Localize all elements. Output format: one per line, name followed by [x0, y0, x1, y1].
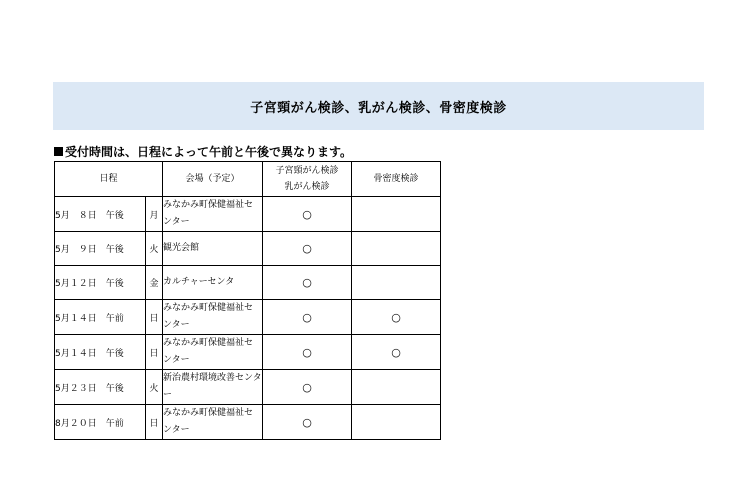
reception-note-text: 受付時間は、日程によって午前と午後で異なります。	[65, 145, 353, 159]
screening2-mark	[352, 266, 441, 300]
schedule-date: 5月１４日 午前	[55, 300, 146, 335]
title-banner	[53, 82, 704, 130]
schedule-weekday: 火	[146, 370, 163, 405]
screening1-mark: ○	[263, 197, 352, 232]
schedule-weekday: 金	[146, 266, 163, 300]
schedule-weekday: 月	[146, 197, 163, 232]
header-screening-cervical-breast	[263, 162, 352, 197]
schedule-date: 5月 ９日 午後	[55, 232, 146, 266]
schedule-table	[54, 161, 441, 440]
schedule-date: 5月 ８日 午後	[55, 197, 146, 232]
header-venue: 会場（予定）	[163, 162, 263, 197]
schedule-date: 5月１２日 午後	[55, 266, 146, 300]
schedule-venue: 観光会館	[163, 232, 263, 266]
screening2-mark	[352, 232, 441, 266]
header-date: 日程	[55, 162, 163, 197]
table-row	[55, 197, 441, 232]
page-title: 子宮頸がん検診、乳がん検診、骨密度検診	[250, 100, 507, 116]
header-screening1-line2: 乳がん検診	[284, 182, 330, 192]
screening1-mark: ○	[263, 370, 352, 405]
screening2-mark	[352, 197, 441, 232]
schedule-venue: みなかみ町保健福祉センター	[163, 405, 263, 440]
screening1-mark: ○	[263, 335, 352, 370]
header-screening-bone-density: 骨密度検診	[352, 162, 441, 197]
table-header-row	[55, 162, 441, 197]
reception-note	[54, 143, 352, 160]
schedule-venue: みなかみ町保健福祉センター	[163, 197, 263, 232]
schedule-weekday: 火	[146, 232, 163, 266]
table-row	[55, 300, 441, 335]
schedule-date: 5月１４日 午後	[55, 335, 146, 370]
screening1-mark: ○	[263, 232, 352, 266]
schedule-venue: 新治農村環境改善センター	[163, 370, 263, 405]
screening2-mark: ○	[352, 335, 441, 370]
schedule-weekday: 日	[146, 300, 163, 335]
schedule-weekday: 日	[146, 405, 163, 440]
screening2-mark	[352, 405, 441, 440]
schedule-date: 5月２３日 午後	[55, 370, 146, 405]
schedule-venue: みなかみ町保健福祉センター	[163, 335, 263, 370]
table-row	[55, 232, 441, 266]
header-screening1-line1: 子宮頸がん検診	[275, 166, 339, 176]
schedule-date: 8月２０日 午前	[55, 405, 146, 440]
screening1-mark: ○	[263, 300, 352, 335]
square-bullet-icon	[54, 147, 63, 156]
screening2-mark	[352, 370, 441, 405]
screening1-mark: ○	[263, 405, 352, 440]
schedule-venue: カルチャーセンタ	[163, 266, 263, 300]
schedule-weekday: 日	[146, 335, 163, 370]
screening1-mark: ○	[263, 266, 352, 300]
schedule-venue: みなかみ町保健福祉センター	[163, 300, 263, 335]
table-row	[55, 405, 441, 440]
table-row	[55, 335, 441, 370]
table-row	[55, 370, 441, 405]
screening2-mark: ○	[352, 300, 441, 335]
table-row	[55, 266, 441, 300]
